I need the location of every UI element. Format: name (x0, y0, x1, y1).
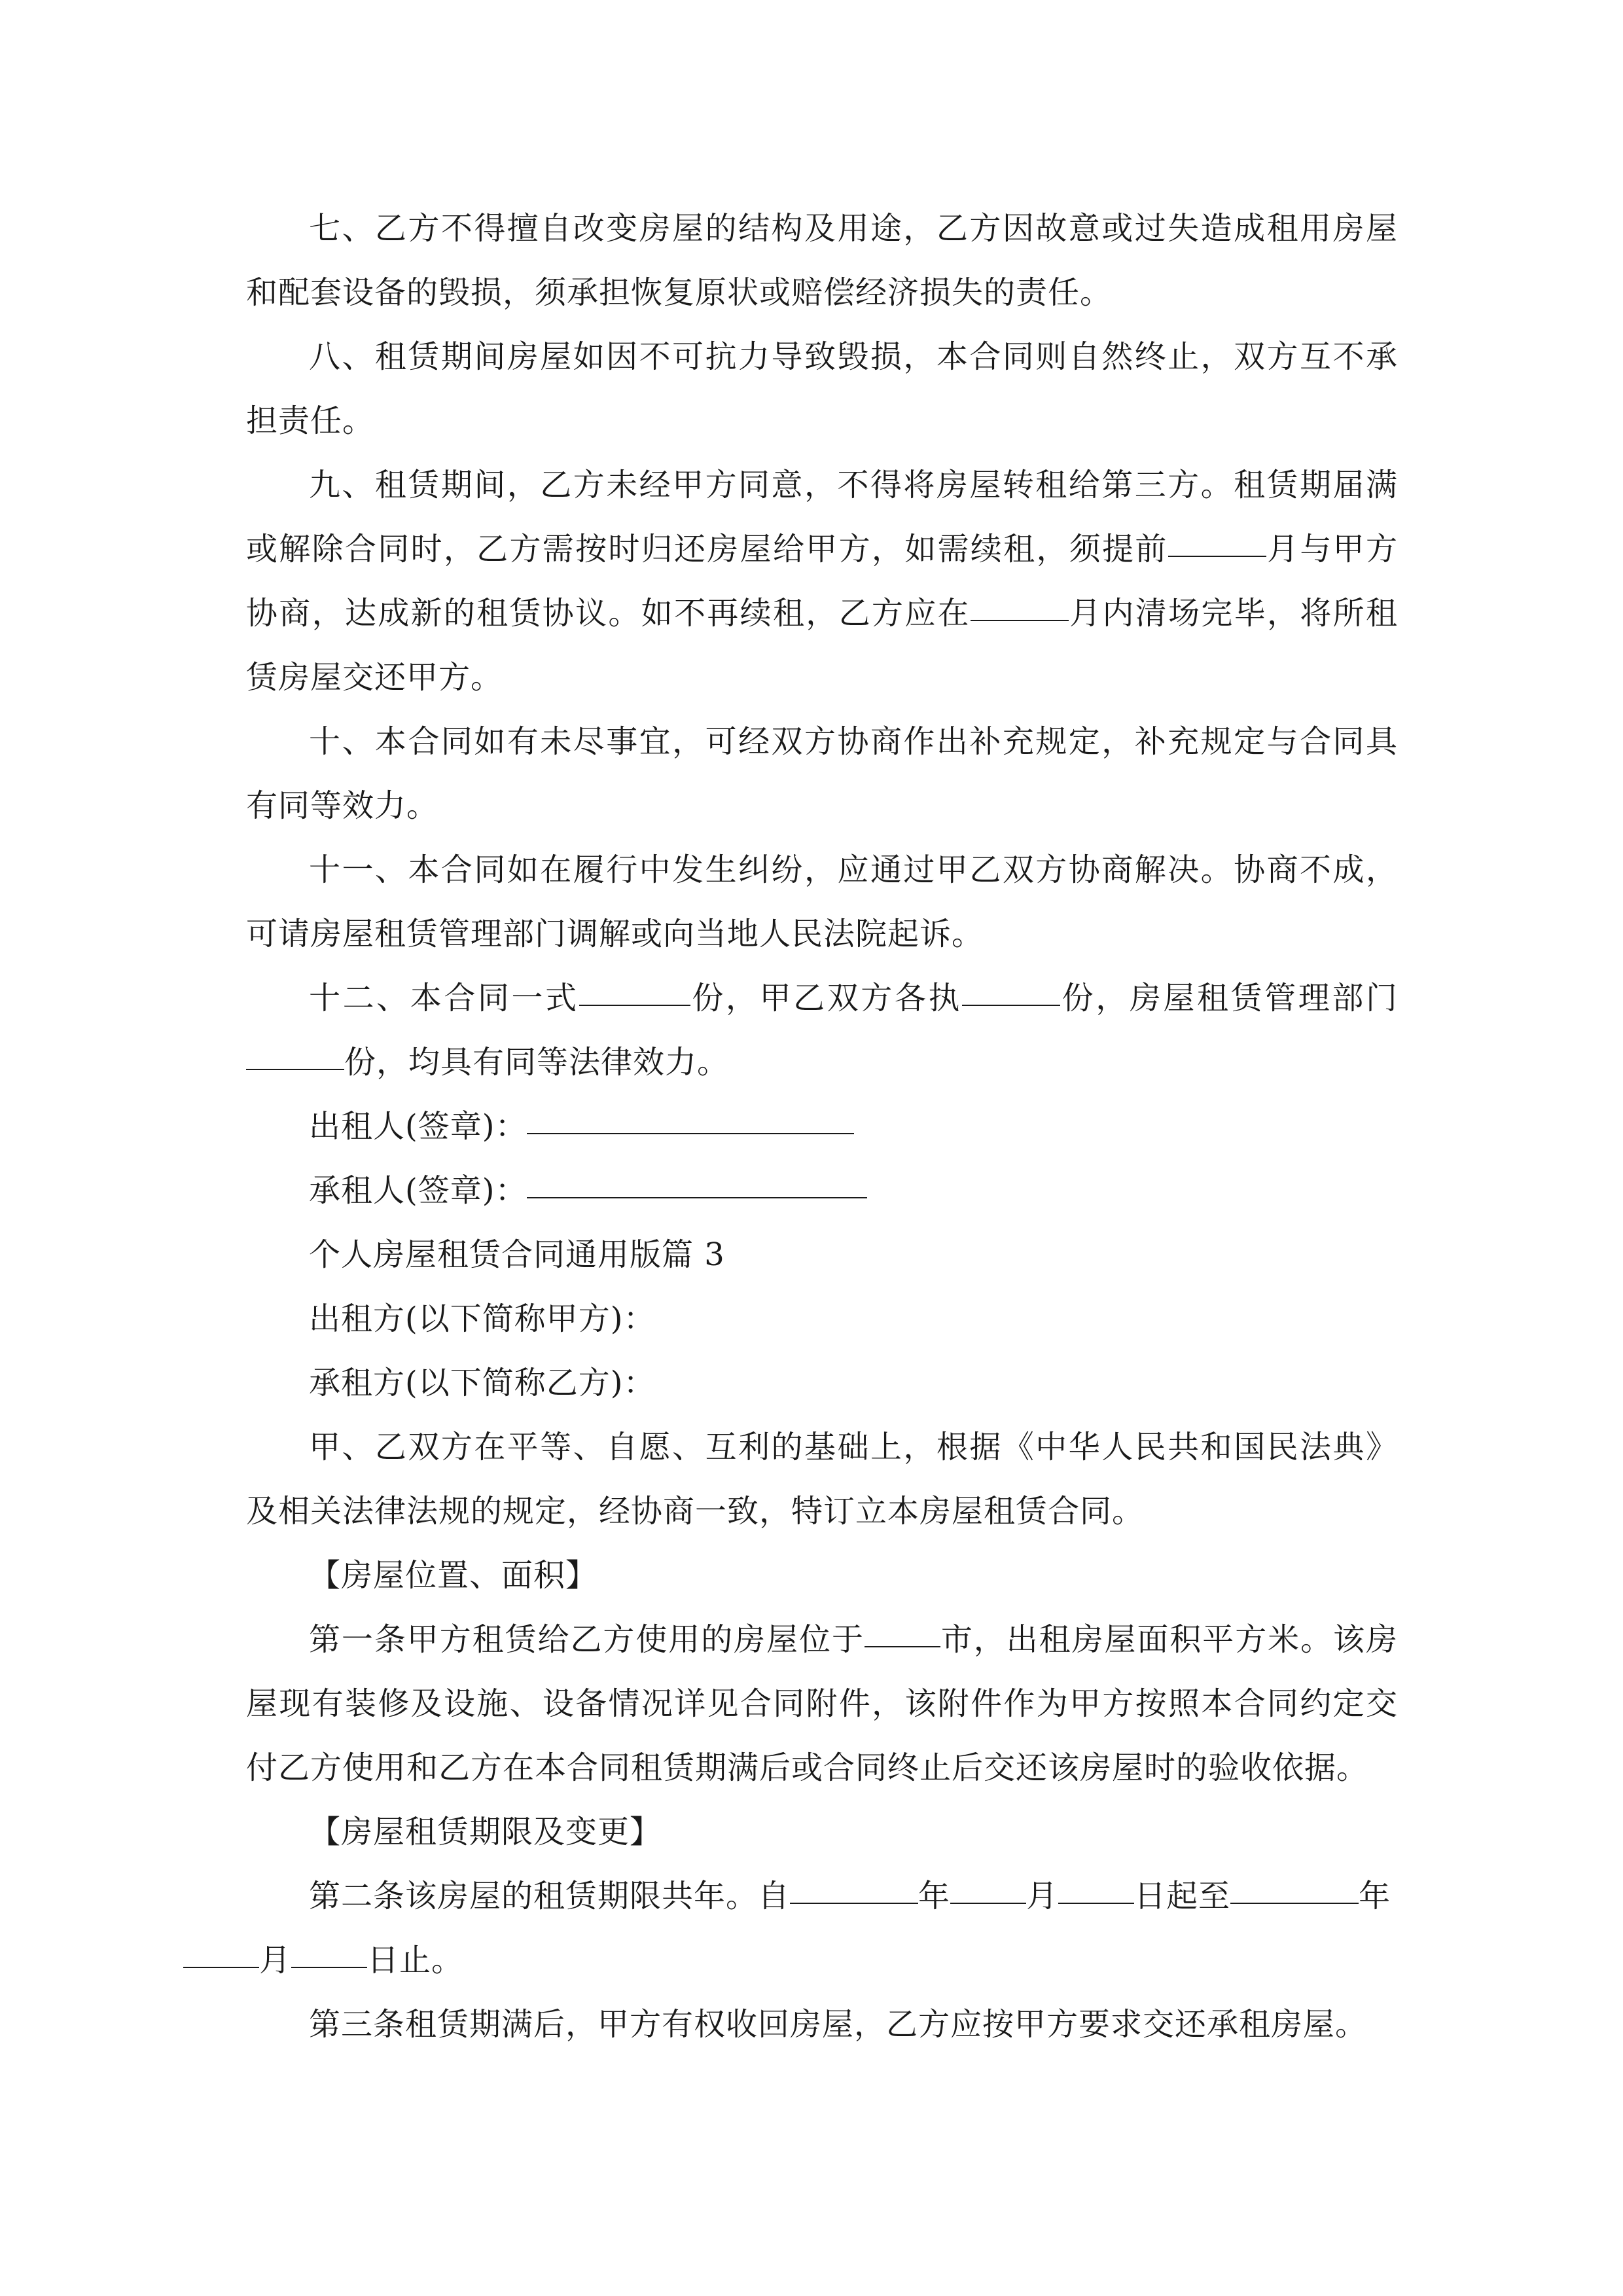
clause-12-text-c: 份，房屋租赁管理部门 (1060, 980, 1398, 1016)
party-a-line: 出租方(以下简称甲方)： (309, 1300, 656, 1337)
lessor-signature-line (246, 1094, 1398, 1158)
blank-copies-office (246, 1033, 344, 1070)
article-2-month-2: 月 (259, 1942, 292, 1979)
heading-lease-term: 【房屋租赁期限及变更】 (309, 1814, 662, 1850)
clause-11: 十一、本合同如在履行中发生纠纷，应通过甲乙双方协商解决。协商不成，可请房屋租赁管理部门调解或向当地人民法院起诉。 (246, 852, 1398, 952)
clause-12-text-a: 十二、本合同一式 (309, 980, 579, 1016)
clause-7: 七、乙方不得擅自改变房屋的结构及用途，乙方因故意或过失造成租用房屋和配套设备的毁损，须承担恢复原状或赔偿经济损失的责任。 (246, 210, 1398, 311)
clause-9 (246, 453, 1398, 709)
clause-8: 八、租赁期间房屋如因不可抗力导致毁损，本合同则自然终止，双方互不承担责任。 (246, 338, 1398, 439)
blank-start-month (950, 1867, 1026, 1904)
clause-12 (246, 966, 1398, 1094)
blank-city (865, 1611, 940, 1647)
blank-copies-total (579, 969, 690, 1006)
clause-9-text-b: 月与甲方协商，达成新的租赁协议。如不再续租，乙方应在 (246, 531, 1398, 632)
heading-location-area: 【房屋位置、面积】 (309, 1557, 598, 1594)
article-2 (246, 1864, 1398, 1992)
lessee-signature-label: 承租人(签章)： (309, 1172, 527, 1209)
lessor-signature-label: 出租人(签章)： (309, 1108, 527, 1145)
preamble: 甲、乙双方在平等、自愿、互利的基础上，根据《中华人民共和国民法典》及相关法律法规的规定，经协商一致，特订立本房屋租赁合同。 (246, 1429, 1398, 1530)
article-2-month-1: 月 (1026, 1878, 1059, 1914)
article-2-day-to: 日止。 (367, 1942, 464, 1979)
article-1-text-b: 市，出租房屋面积平方米。该房屋现有装修及设施、设备情况详见合同附件，该附件作为甲方按照本合同约定交付乙方使用和乙方在本合同租赁期满后或合同终止后交还该房屋时的验收依据。 (246, 1621, 1398, 1786)
article-2-day-from: 日起至 (1134, 1878, 1231, 1914)
lessee-signature-blank (527, 1162, 867, 1198)
blank-end-day (291, 1931, 367, 1968)
article-3: 第三条租赁期满后，甲方有权收回房屋，乙方应按甲方要求交还承租房屋。 (309, 2006, 1368, 2043)
clause-9-text-a: 九、租赁期间，乙方未经甲方同意，不得将房屋转租给第三方。租赁期届满或解除合同时，乙方需按时归还房屋给甲方，如需续租，须提前 (246, 467, 1398, 567)
section-title: 个人房屋租赁合同通用版篇 3 (309, 1236, 725, 1273)
blank-renewal-months (1168, 520, 1266, 557)
clause-10: 十、本合同如有未尽事宜，可经双方协商作出补充规定，补充规定与合同具有同等效力。 (246, 723, 1398, 824)
clause-12-text-b: 份，甲乙双方各执 (690, 980, 963, 1016)
blank-start-year (790, 1867, 918, 1904)
article-2-text-a: 第二条该房屋的租赁期限共年。自 (309, 1878, 791, 1914)
blank-copies-each (962, 969, 1060, 1006)
blank-end-year (1230, 1867, 1359, 1904)
clause-9-text-c: 月内清场完毕，将所租赁房屋交还甲方。 (246, 595, 1398, 696)
article-1 (246, 1607, 1398, 1800)
article-2-year-2: 年 (1359, 1878, 1391, 1914)
lessee-signature-line (246, 1158, 1398, 1223)
article-1-text-a: 第一条甲方租赁给乙方使用的房屋位于 (309, 1621, 865, 1658)
party-b-line: 承租方(以下简称乙方)： (309, 1365, 656, 1401)
contract-body (246, 196, 1398, 2056)
lessor-signature-blank (527, 1098, 854, 1134)
blank-end-month (183, 1931, 259, 1968)
clause-12-text-d: 份，均具有同等法律效力。 (344, 1044, 730, 1081)
article-2-year-1: 年 (918, 1878, 951, 1914)
blank-start-day (1058, 1867, 1134, 1904)
blank-clearance-months (971, 584, 1069, 621)
